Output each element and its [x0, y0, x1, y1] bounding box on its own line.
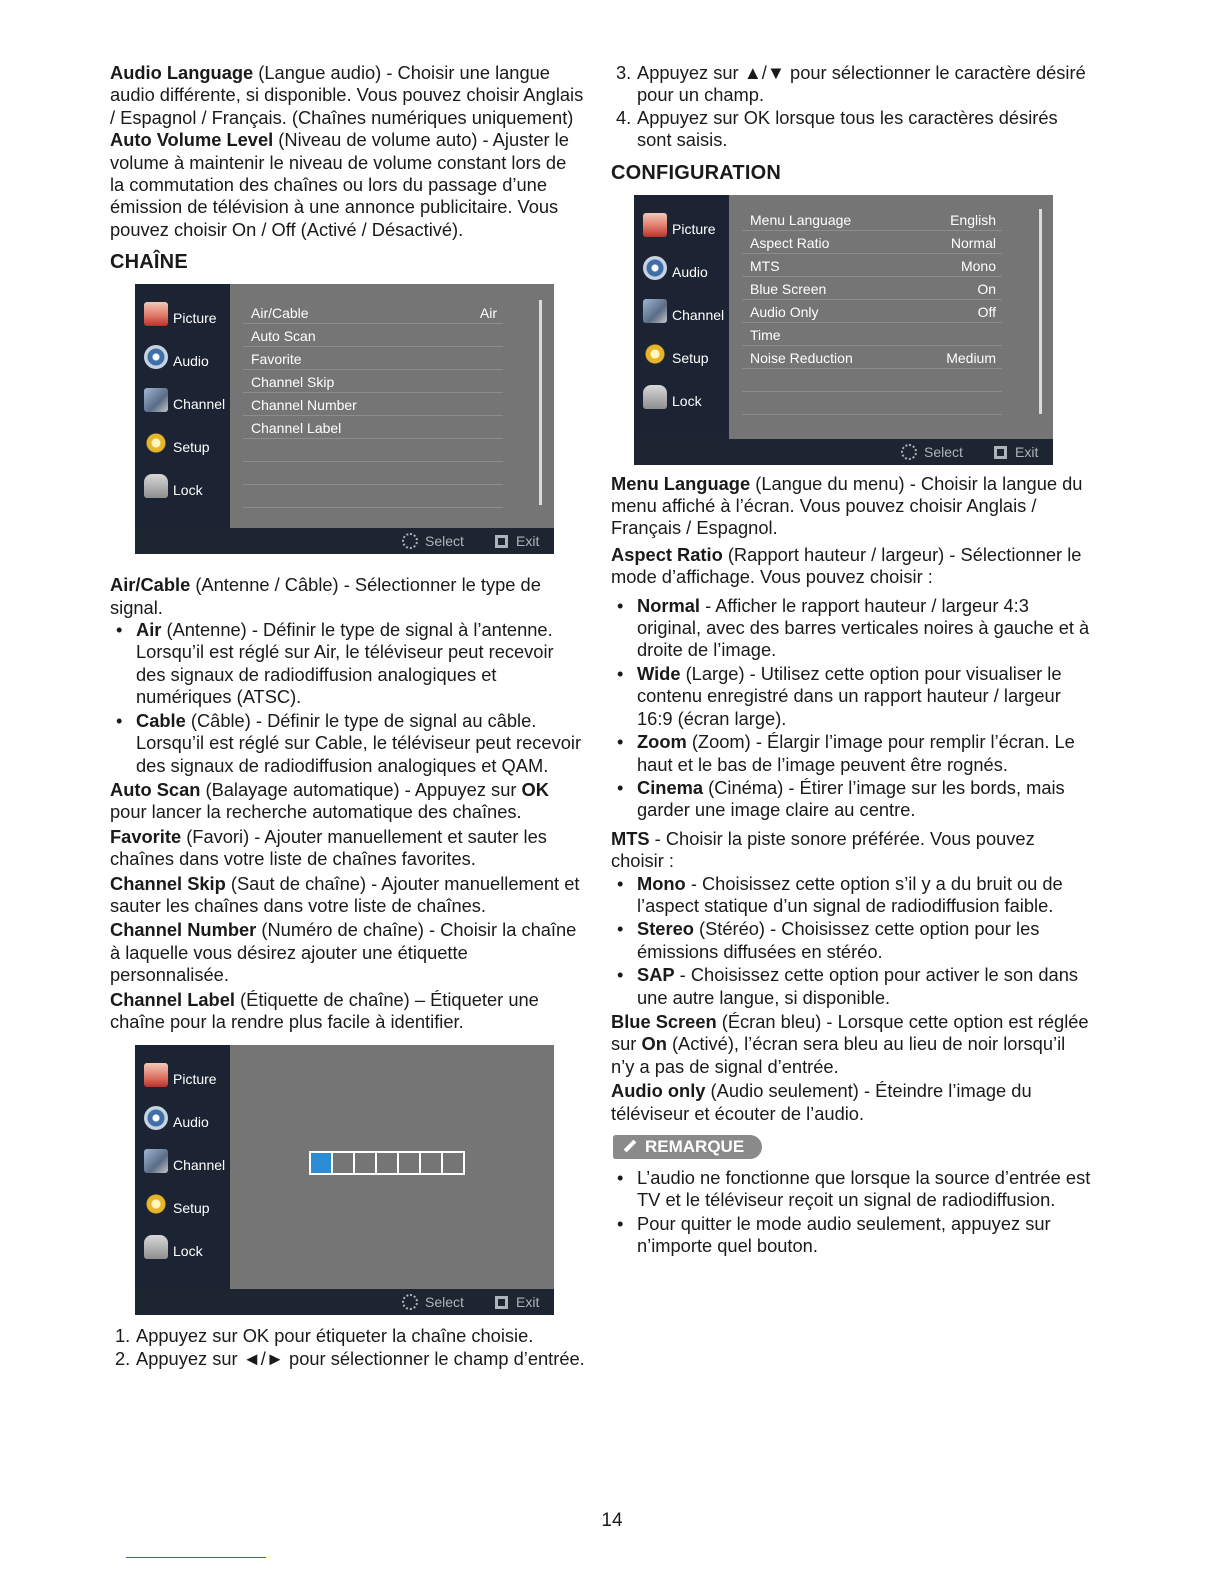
input-cell [311, 1153, 333, 1173]
exit-icon [994, 446, 1007, 459]
step-1: 1. Appuyez sur OK pour étiqueter la chaîne choisie. [115, 1325, 534, 1347]
menu-row-favorite: Favorite [243, 347, 503, 370]
menu-sidebar [135, 1045, 230, 1289]
menu-row-channel-number: Channel Number [243, 393, 503, 416]
menu-row-empty [243, 485, 503, 508]
aspect-bullets [611, 595, 1091, 822]
menu-row-blue-screen: Blue Screen On [742, 277, 1002, 300]
step-3: 3. Appuyez sur ▲/▼ pour sélectionner le caractère désiré pour un champ. [616, 62, 1086, 106]
label-input-field [309, 1151, 465, 1175]
notes-list [611, 1167, 1091, 1258]
channel-menu-rows [243, 301, 503, 508]
menu-row-empty [742, 392, 1002, 415]
menu-row-empty [742, 369, 1002, 392]
setup-star-icon [643, 342, 667, 366]
menu-row-empty [243, 462, 503, 485]
menu-footer [634, 439, 1053, 465]
select-hint: Select [402, 533, 464, 549]
aspect-ratio-para: Aspect Ratio (Rapport hauteur / largeur) - Sélectionner le mode d’affichage. Vous pouvez choisir : [611, 543, 1082, 588]
sidebar-item-picture: Picture [135, 1057, 230, 1100]
sidebar-item-audio: Audio [634, 250, 729, 293]
steps-list-2 [611, 62, 1091, 152]
air-cable-bullets [110, 619, 585, 777]
channel-skip-para: Channel Skip (Saut de chaîne) - Ajouter manuellement et sauter les chaînes dans votre liste de chaînes. [110, 872, 580, 916]
menu-row-audio-only: Audio Only Off [742, 300, 1002, 323]
select-hint: Select [901, 444, 963, 460]
channel-icon [643, 299, 667, 323]
audio-icon [643, 256, 667, 280]
sidebar-item-audio: Audio [135, 339, 230, 382]
select-gear-icon [402, 533, 418, 549]
sidebar-item-setup: Setup [634, 336, 729, 379]
pencil-icon [624, 1140, 637, 1153]
menu-row-channel-label: Channel Label [243, 416, 503, 439]
lock-icon [144, 1235, 168, 1259]
sidebar-item-channel: Channel [135, 382, 230, 425]
footer-rule [126, 1557, 266, 1558]
sidebar-item-picture: Picture [634, 207, 729, 250]
setup-star-icon [144, 1192, 168, 1216]
menu-language-para: Menu Language (Langue du menu) - Choisir la langue du menu affiché à l’écran. Vous pouvez choisir Anglais / Français / Espagnol. [611, 472, 1083, 539]
menu-row-noise-reduction: Noise Reduction Medium [742, 346, 1002, 369]
audio-only-para: Audio only (Audio seulement) - Éteindre l’image du téléviseur et écouter de l’audio. [611, 1080, 1032, 1124]
configuration-heading: CONFIGURATION [611, 161, 781, 184]
bullet-cable: • Cable (Câble) - Définir le type de signal au câble. Lorsqu’il est réglé sur Cable, le téléviseur peut recevoir des signaux de radiodiffusion analogiques et QAM. [110, 710, 585, 777]
audio-language-para: Audio Language (Langue audio) - Choisir une langue audio différente, si disponible. Vous pouvez choisir Anglais / Espagnol / Français. (Chaînes numériques uniquement) [110, 62, 584, 128]
bullet-mono: • Mono - Choisissez cette option s’il y a du bruit ou de l’aspect statique d’un signal de radiodiffusion faible. [611, 873, 1091, 918]
input-cell [333, 1153, 355, 1173]
left-column [110, 62, 585, 1370]
channel-icon [144, 388, 168, 412]
menu-scrollbar [539, 300, 542, 505]
menu-row-mts: MTS Mono [742, 254, 1002, 277]
audio-icon [144, 1106, 168, 1130]
menu-footer [135, 528, 554, 554]
menu-row-air-cable: Air/Cable Air [243, 301, 503, 324]
channel-number-para: Channel Number (Numéro de chaîne) - Choisir la chaîne à laquelle vous désirez ajouter une étiquette personnalisée. [110, 919, 577, 986]
input-cell [421, 1153, 443, 1173]
setup-menu-rows [742, 208, 1002, 415]
picture-icon [144, 1063, 168, 1087]
bullet-zoom: • Zoom (Zoom) - Élargir l’image pour remplir l’écran. Le haut et le bas de l’image peuvent être rognés. [611, 731, 1091, 776]
bullet-normal: • Normal - Afficher le rapport hauteur / largeur 4:3 original, avec des barres verticales noires à gauche et à droite de l’image. [611, 595, 1091, 662]
sidebar-item-lock: Lock [634, 379, 729, 422]
bullet-sap: • SAP - Choisissez cette option pour activer le son dans une autre langue, si disponible. [611, 964, 1091, 1009]
bullet-wide: • Wide (Large) - Utilisez cette option pour visualiser le contenu enregistré dans un rapport hauteur / largeur 16:9 (écran large). [611, 663, 1091, 730]
mts-bullets [611, 873, 1091, 1009]
blue-screen-para: Blue Screen (Écran bleu) - Lorsque cette option est réglée sur On (Activé), l’écran sera bleu au lieu de noir lorsqu’il n’y a pas de signal d’entrée. [611, 1010, 1089, 1077]
sidebar-item-picture: Picture [135, 296, 230, 339]
menu-row-channel-skip: Channel Skip [243, 370, 503, 393]
auto-volume-para: Auto Volume Level (Niveau de volume auto) - Ajuster le volume à maintenir le niveau de volume constant lors de la commutation des chaînes ou lors du passage d’une émission de télévision à une annonce publicitaire. Vous pouvez choisir On / Off (Activé / Désactivé). [110, 129, 569, 240]
lock-icon [643, 385, 667, 409]
note-item: • Pour quitter le mode audio seulement, appuyez sur n’importe quel bouton. [611, 1213, 1091, 1258]
audio-icon [144, 345, 168, 369]
exit-hint: Exit [994, 444, 1038, 460]
input-cell [443, 1153, 463, 1173]
step-2: 2. Appuyez sur ◄/► pour sélectionner le champ d’entrée. [115, 1347, 585, 1369]
menu-footer [135, 1289, 554, 1315]
channel-label-screenshot [135, 1045, 554, 1315]
setup-star-icon [144, 431, 168, 455]
channel-icon [144, 1149, 168, 1173]
right-column [611, 62, 1091, 1260]
steps-list-1 [110, 1325, 585, 1370]
sidebar-item-lock: Lock [135, 468, 230, 511]
bullet-cinema: • Cinema (Cinéma) - Étirer l’image sur les bords, mais garder une image claire au centre. [611, 777, 1091, 822]
favorite-para: Favorite (Favori) - Ajouter manuellement et sauter les chaînes dans votre liste de chaînes favorites. [110, 825, 547, 870]
exit-icon [495, 535, 508, 548]
setup-menu-screenshot [634, 195, 1053, 465]
menu-row-empty [243, 439, 503, 462]
step-4: 4. Appuyez sur OK lorsque tous les caractères désirés sont saisis. [616, 106, 1058, 151]
exit-hint: Exit [495, 1294, 539, 1310]
select-gear-icon [402, 1294, 418, 1310]
note-item: • L’audio ne fonctionne que lorsque la source d’entrée est TV et le téléviseur reçoit un signal de radiodiffusion. [611, 1167, 1091, 1212]
sidebar-item-setup: Setup [135, 425, 230, 468]
sidebar-item-setup: Setup [135, 1186, 230, 1229]
menu-row-aspect-ratio: Aspect Ratio Normal [742, 231, 1002, 254]
menu-row-time: Time [742, 323, 1002, 346]
input-cell [377, 1153, 399, 1173]
channel-menu-screenshot [135, 284, 554, 554]
menu-row-menu-language: Menu Language English [742, 208, 1002, 231]
channel-label-para: Channel Label (Étiquette de chaîne) – Étiqueter une chaîne pour la rendre plus facile à identifier. [110, 988, 539, 1032]
auto-scan-para: Auto Scan (Balayage automatique) - Appuyez sur OK pour lancer la recherche automatique des chaînes. [110, 778, 549, 823]
menu-sidebar [634, 195, 729, 439]
bullet-air: • Air (Antenne) - Définir le type de signal à l’antenne. Lorsqu’il est réglé sur Air, le téléviseur peut recevoir des signaux de radiodiffusion analogiques et numériques (ATSC). [110, 619, 585, 709]
page-number: 14 [601, 1510, 623, 1531]
select-gear-icon [901, 444, 917, 460]
picture-icon [643, 213, 667, 237]
sidebar-item-channel: Channel [634, 293, 729, 336]
bullet-stereo: • Stereo (Stéréo) - Choisissez cette option pour les émissions diffusées en stéréo. [611, 918, 1091, 963]
menu-row-auto-scan: Auto Scan [243, 324, 503, 347]
menu-sidebar [135, 284, 230, 540]
sidebar-item-channel: Channel [135, 1143, 230, 1186]
lock-icon [144, 474, 168, 498]
input-cell [399, 1153, 421, 1173]
exit-icon [495, 1296, 508, 1309]
chaine-heading: CHAÎNE [110, 251, 188, 274]
picture-icon [144, 302, 168, 326]
select-hint: Select [402, 1294, 464, 1310]
air-cable-para: Air/Cable (Antenne / Câble) - Sélectionner le type de signal. [110, 574, 541, 618]
exit-hint: Exit [495, 533, 539, 549]
input-cell [355, 1153, 377, 1173]
sidebar-item-audio: Audio [135, 1100, 230, 1143]
mts-para: MTS - Choisir la piste sonore préférée. Vous pouvez choisir : [611, 827, 1035, 872]
sidebar-item-lock: Lock [135, 1229, 230, 1272]
remarque-badge: REMARQUE [613, 1135, 762, 1159]
menu-scrollbar [1039, 209, 1042, 414]
